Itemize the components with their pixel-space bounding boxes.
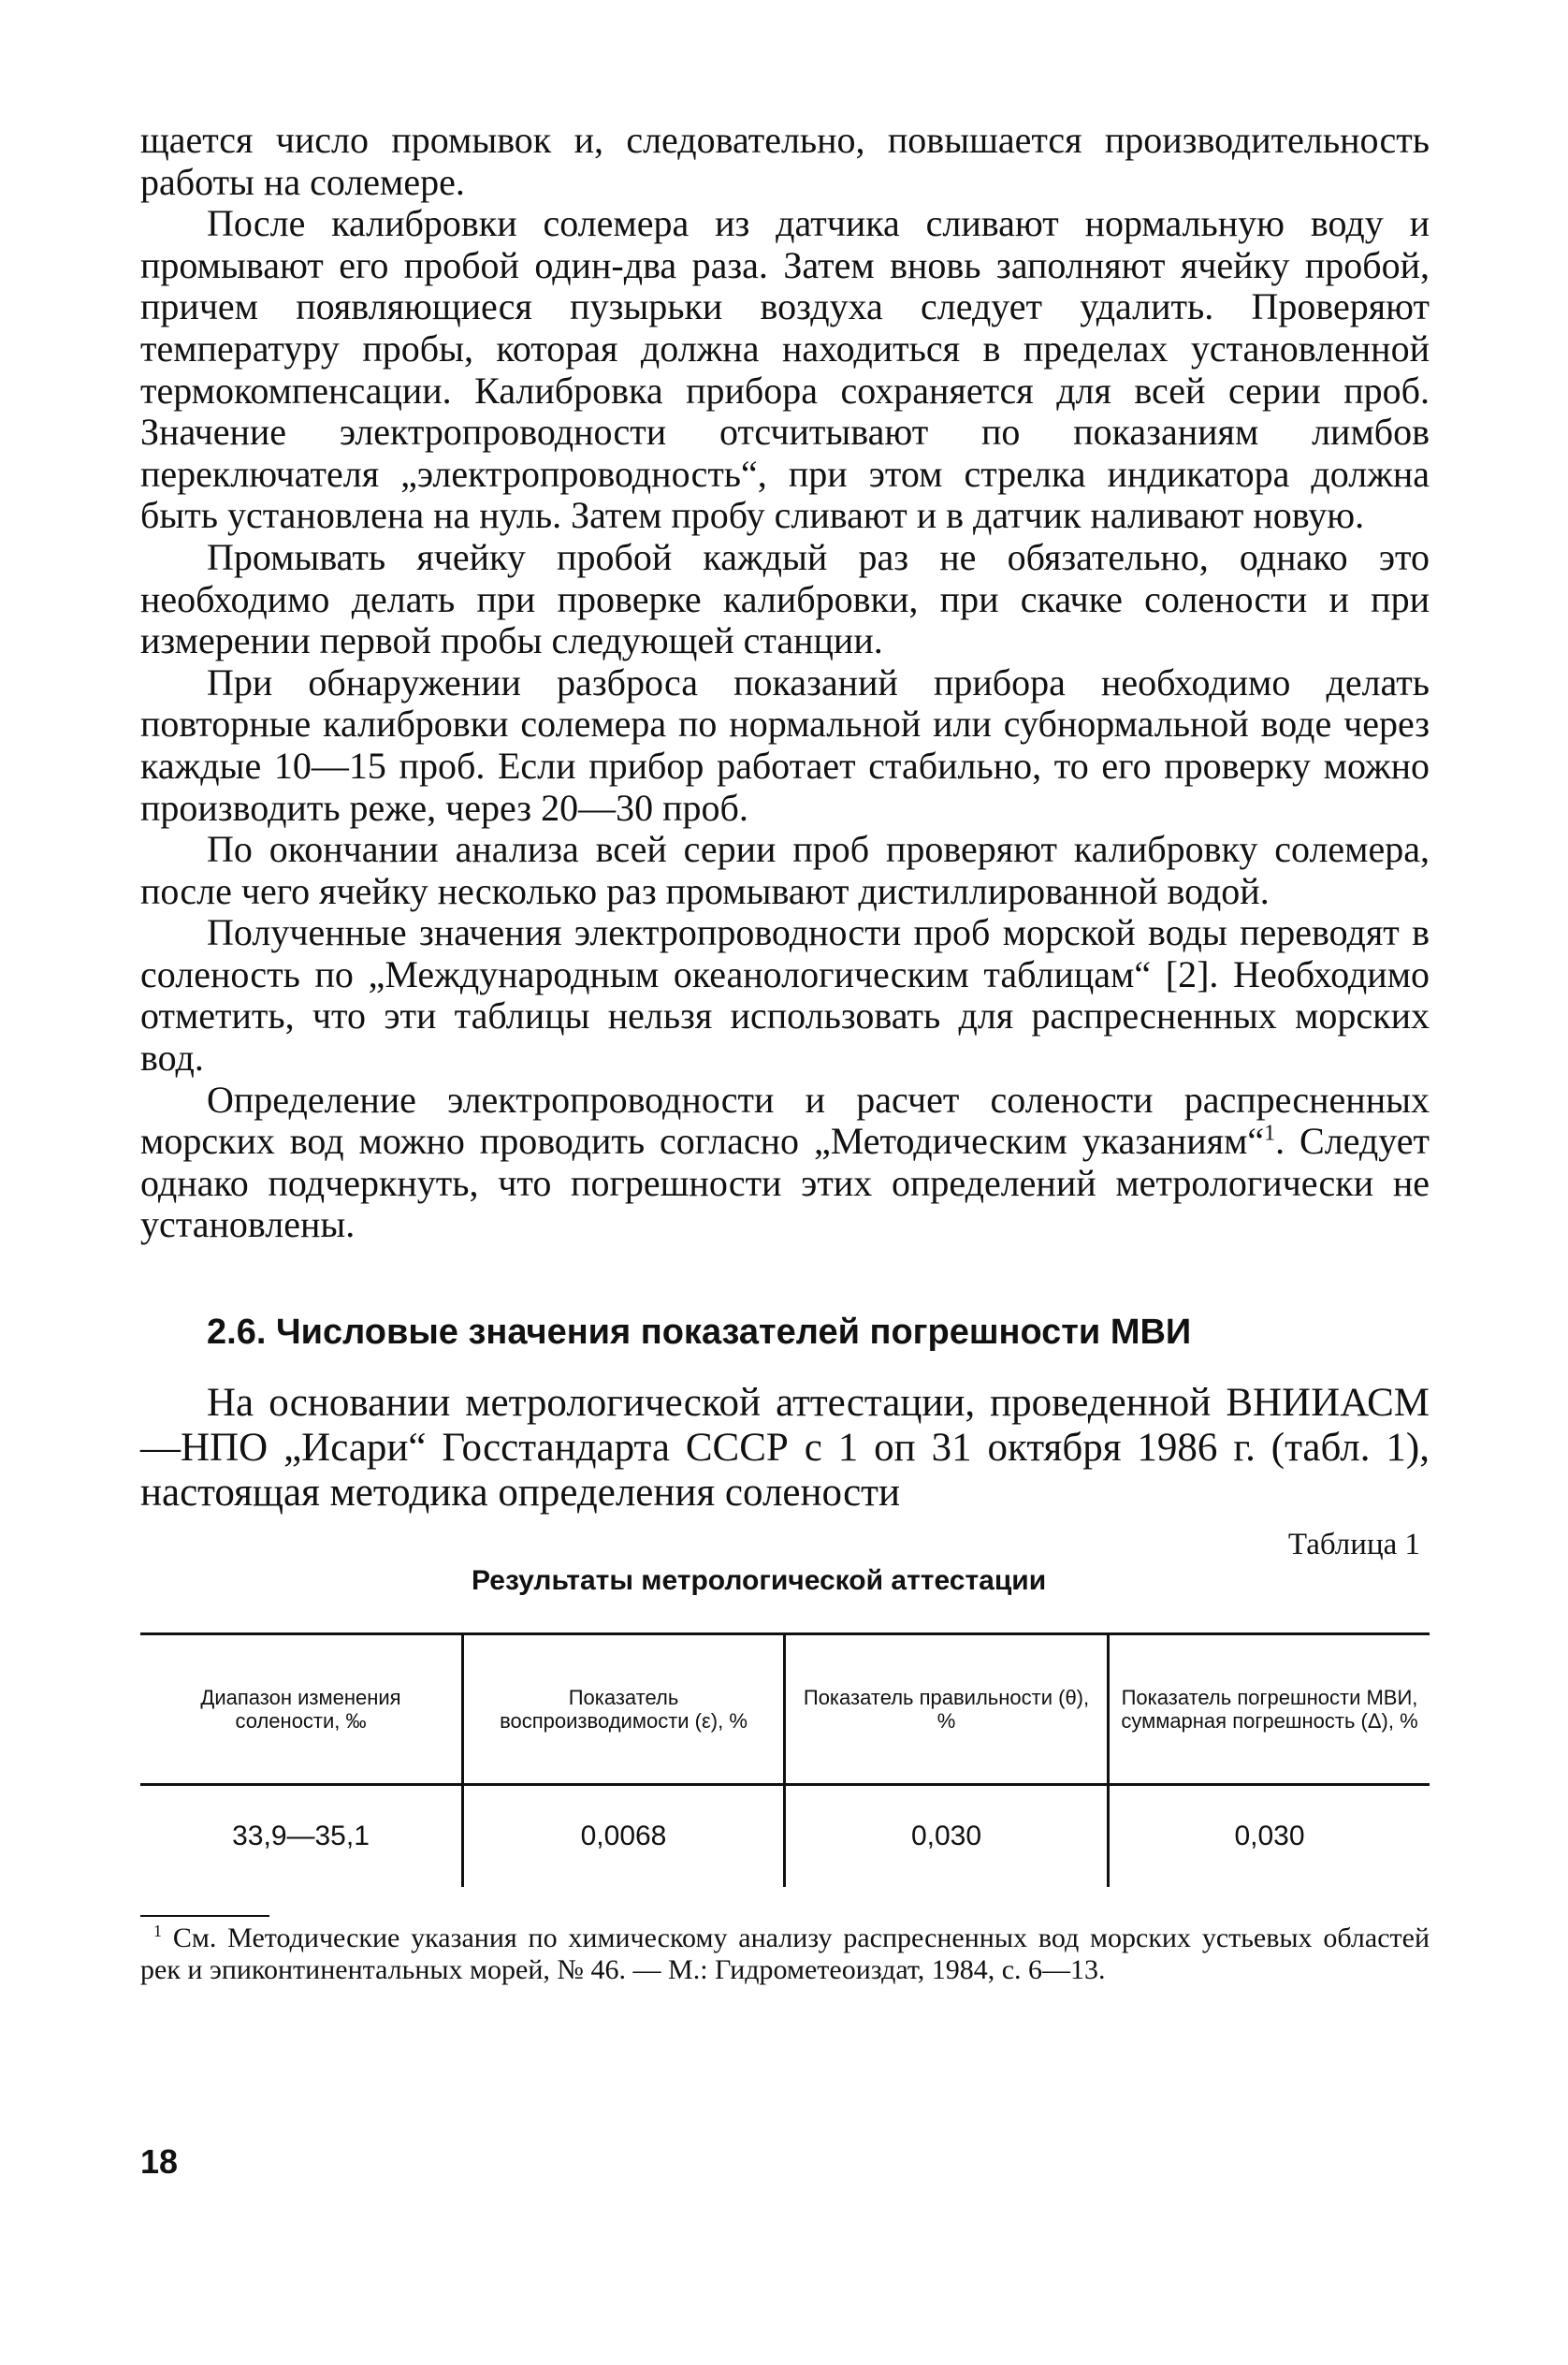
document-page [140,120,1430,1986]
paragraph-7 [140,1080,1430,1246]
paragraph-2: После калибровки солемера из датчика сливают нормальную воду и промывают его пробой один-два раза. Затем вновь заполняют ячейку пробой, причем появляющиеся пузырьки воздуха следует удалить. Проверяют температуру пробы, которая должна находиться в пределах установленной термокомпенсации. Калибровка прибора сохраняется для всей серии проб. Значение электропроводности отсчитывают по показаниям лимбов переключателя „электропроводность“, при этом стрелка индикатора должна быть установлена на нуль. Затем пробу сливают и в датчик наливают новую. [140,202,1430,537]
footnote-reference: 1 [1264,1121,1276,1146]
paragraph-7-text-start: Определение электропроводности и расчет солености распресненных морских вод можно проводить согласно „Методическим указаниям“ [140,1078,1430,1163]
header-reproducibility: Показатель воспроизводимости (ε), % [463,1634,785,1785]
cell-total-error: 0,030 [1109,1785,1430,1888]
table-caption: Результаты метрологической аттестации [472,1565,1047,1597]
table-row [140,1785,1430,1888]
footnote-mark: 1 [153,1922,162,1941]
header-total-error: Показатель погрешности МВИ, суммарная погрешность (Δ), % [1109,1634,1430,1785]
table-header-row [140,1634,1430,1785]
cell-reproducibility: 0,0068 [463,1785,785,1888]
cell-salinity-range: 33,9—35,1 [232,1821,370,1852]
paragraph-5: По окончании анализа всей серии проб проверяют калибровку солемера, после чего ячейку несколько раз промывают дистиллированной водой. [140,828,1430,912]
footnote [140,1922,1430,1986]
footnote-divider [140,1915,269,1917]
section-intro: На основании метрологической аттестации, проведенной ВНИИАСМ—НПО „Исари“ Госстандарта СССР с 1 оп 31 октября 1986 г. (табл. 1), настоящая методика определения солености [140,1381,1430,1516]
cell-accuracy: 0,030 [785,1785,1109,1888]
paragraph-6: Полученные значения электропроводности проб морской воды переводят в соленость по „Международным океанологическим таблицам“ [2]. Необходимо отметить, что эти таблицы нельзя использовать для распресненных морских вод. [140,911,1430,1080]
paragraph-7-text-end: . Следует однако подчеркнуть, что погрешности этих определений метрологически не установлены. [140,1120,1430,1246]
header-accuracy: Показатель правильности (θ), % [785,1634,1109,1785]
paragraph-1: щается число промывок и, следовательно, повышается производительность работы на солемере. [140,119,1430,203]
section-title: 2.6. Числовые значения показателей погрешности МВИ [207,1313,1192,1353]
table-label: Таблица 1 [1287,1528,1420,1562]
page-number: 18 [140,2142,179,2181]
footnote-text: См. Методические указания по химическому анализу распресненных вод морских устьевых областей рек и эпиконтинентальных морей, № 46. — М.: Гидрометеоиздат, 1984, с. 6—13. [140,1922,1430,1986]
paragraph-3: Промывать ячейку пробой каждый раз не обязательно, однако это необходимо делать при проверке калибровки, при скачке солености и при измерении первой пробы следующей станции. [140,535,1430,662]
results-table [140,1632,1430,1887]
paragraph-4: При обнаружении разброса показаний прибора необходимо делать повторные калибровки солемера по нормальной или субнормальной воде через каждые 10—15 проб. Если прибор работает стабильно, то его проверку можно производить реже, через 20—30 проб. [140,660,1430,829]
header-salinity-range: Диапазон изменения солености, ‰ [200,1686,401,1734]
